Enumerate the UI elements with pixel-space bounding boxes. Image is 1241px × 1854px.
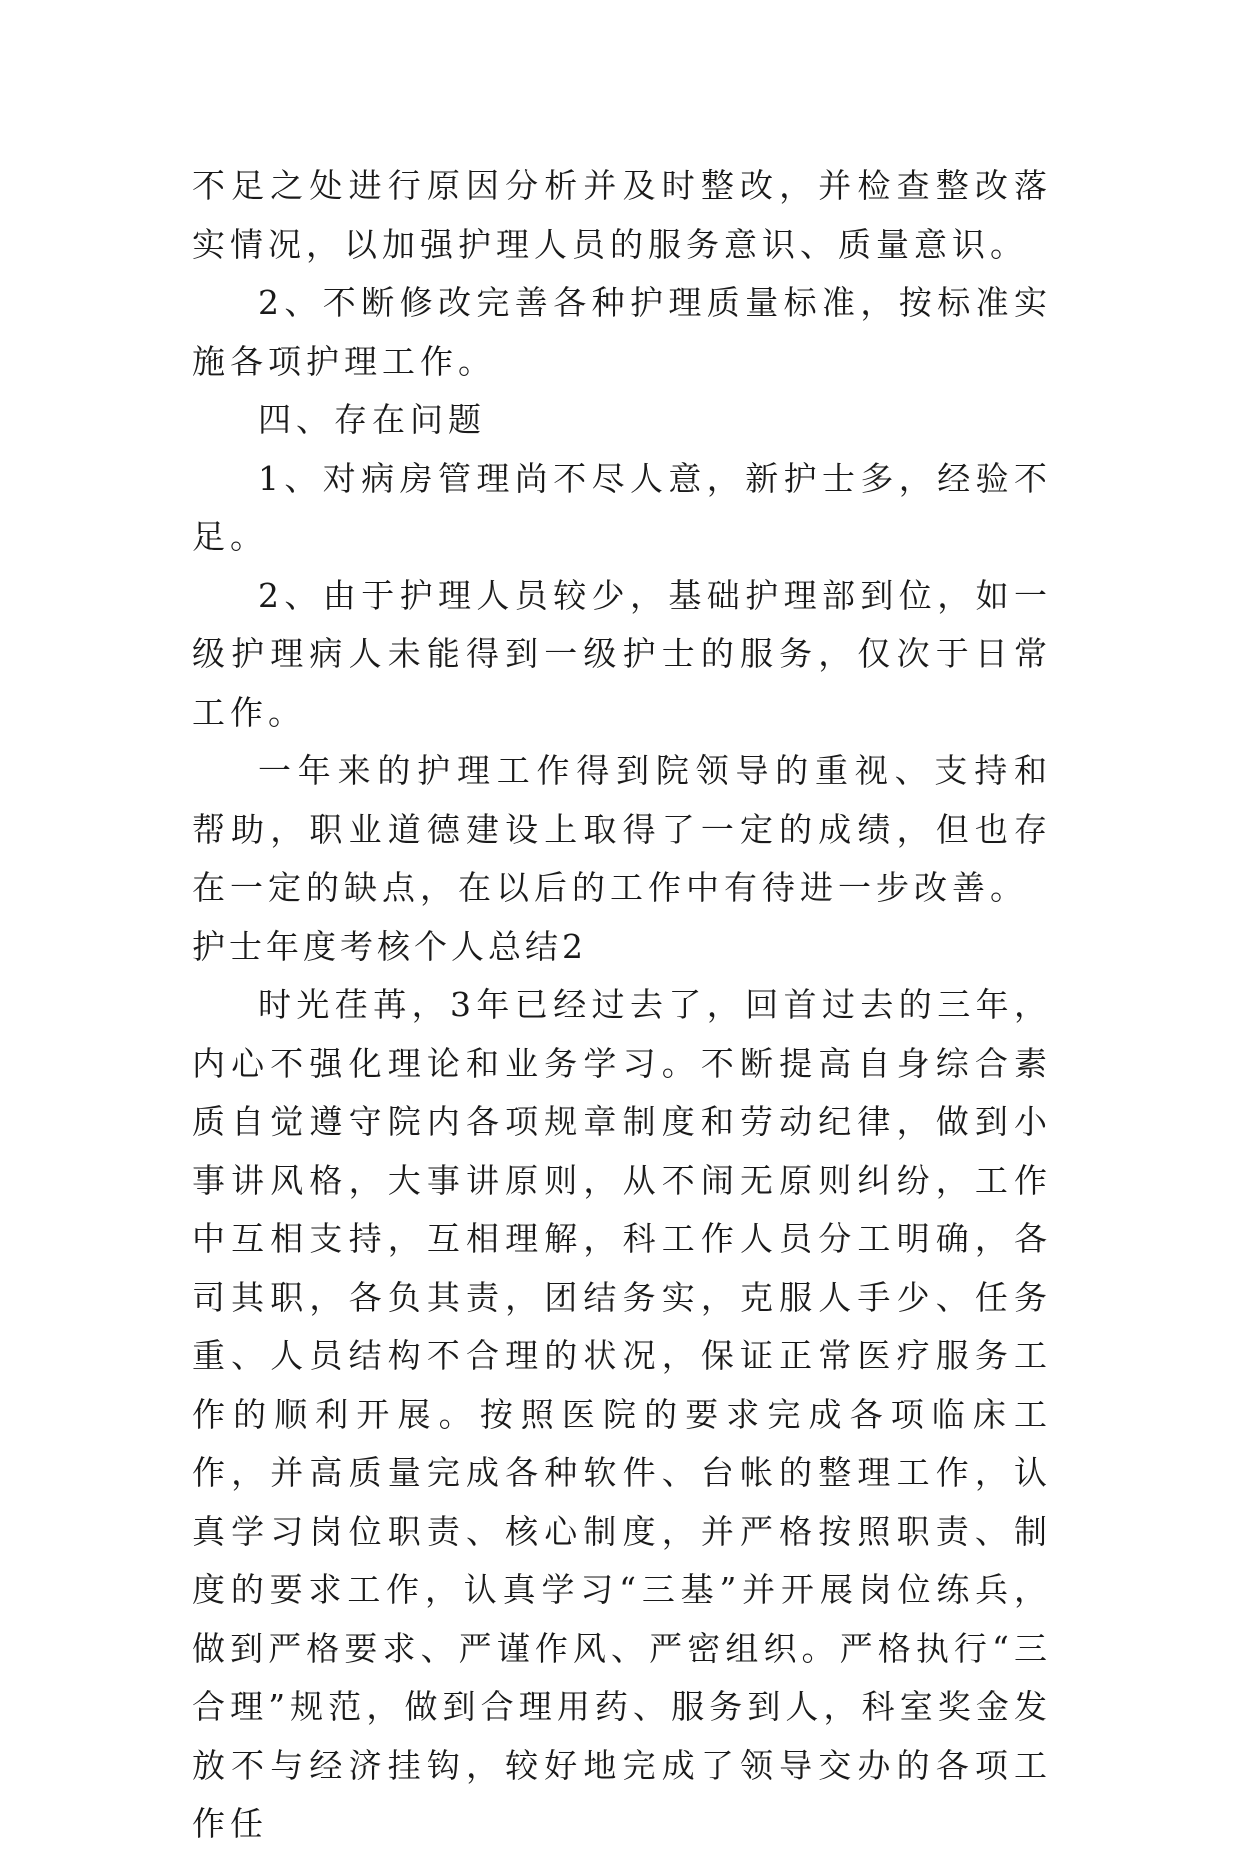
paragraph-problem-1: 1、对病房管理尚不尽人意，新护士多，经验不足。 (192, 458, 1052, 556)
section-heading-existing-problems: 四、存在问题 (258, 400, 486, 439)
paragraph-quality-standards: 2、不断修改完善各种护理质量标准，按标准实施各项护理工作。 (192, 283, 1052, 381)
article-title: 护士年度考核个人总结2 (192, 926, 587, 966)
paragraph-problem-2: 2、由于护理人员较少，基础护理部到位，如一级护理病人未能得到一级护士的服务，仅次于日常工作。 (192, 575, 1052, 732)
paragraph-conclusion: 一年来的护理工作得到院领导的重视、支持和帮助，职业道德建设上取得了一定的成绩，但也存在一定的缺点，在以后的工作中有待进一步改善。 (192, 751, 1052, 907)
document-body (192, 157, 1052, 1854)
paragraph-rectification: 不足之处进行原因分析并及时整改，并检查整改落实情况，以加强护理人员的服务意识、质量意识。 (192, 166, 1052, 264)
paragraph-summary-body: 时光荏苒，3年已经过去了，回首过去的三年，内心不强化理论和业务学习。不断提高自身综合素质自觉遵守院内各项规章制度和劳动纪律，做到小事讲风格，大事讲原则，从不闹无原则纠纷，工作中互相支持，互相理解，科工作人员分工明确，各司其职，各负其责，团结务实，克服人手少、任务重、人员结构不合理的状况，保证正常医疗服务工作的顺利开展。按照医院的要求完成各项临床工作，并高质量完成各种软件、台帐的整理工作，认真学习岗位职责、核心制度，并严格按照职责、制度的要求工作，认真学习“三基”并开展岗位练兵，做到严格要求、严谨作风、严密组织。严格执行“三合理”规范，做到合理用药、服务到人，科室奖金发放不与经济挂钩，较好地完成了领导交办的各项工作任 (192, 985, 1052, 1843)
